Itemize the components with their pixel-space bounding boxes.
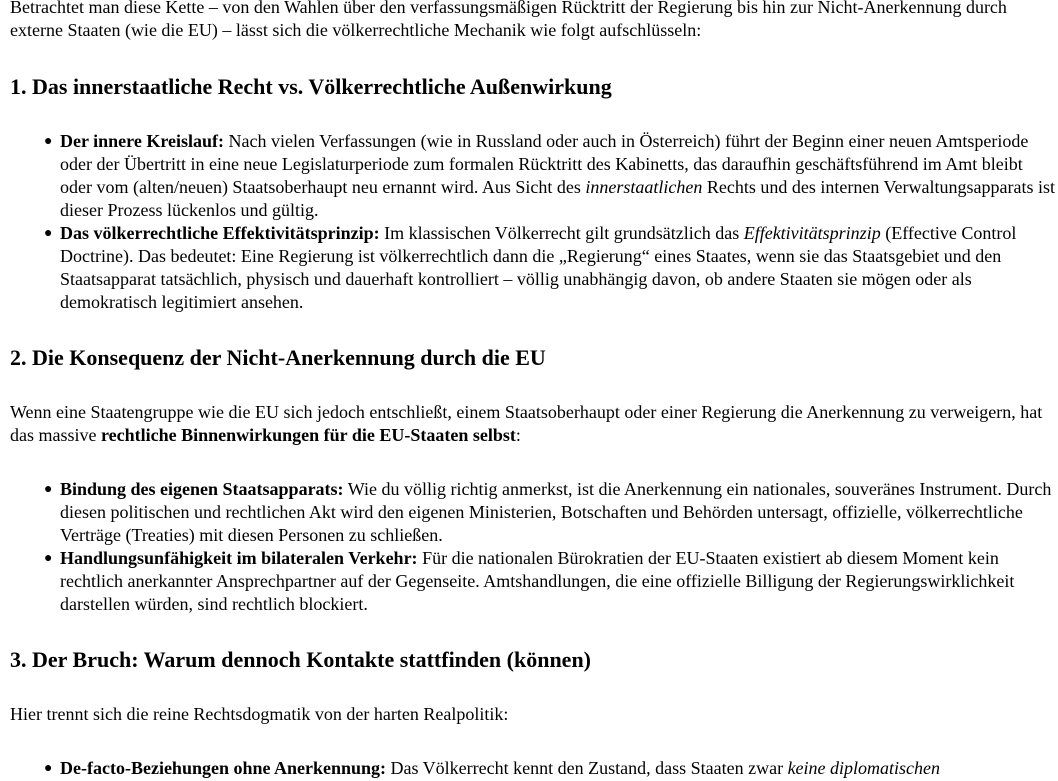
item-label: Handlungsunfähigkeit im bilateralen Verkehr: bbox=[60, 548, 418, 568]
section-2-list bbox=[10, 478, 1058, 616]
lead-bold: rechtliche Binnenwirkungen für die EU-Staaten selbst bbox=[100, 425, 516, 445]
lead-text: : bbox=[515, 425, 521, 445]
item-text: Das Völkerrecht kennt den Zustand, dass Staaten zwar bbox=[386, 758, 788, 778]
item-text: Im klassischen Völkerrecht gilt grundsätzlich das bbox=[379, 223, 744, 243]
section-2-lead bbox=[10, 401, 1058, 447]
item-emphasis: keine diplomatischen bbox=[787, 758, 941, 778]
section-2-heading: 2. Die Konsequenz der Nicht-Anerkennung durch die EU bbox=[10, 345, 546, 370]
list-item bbox=[44, 547, 1058, 616]
item-text: Rechts und des internen Verwaltungsapparats ist dieser Prozess lückenlos und gültig. bbox=[60, 177, 1055, 220]
list-item bbox=[44, 222, 1058, 314]
item-label: Der innere Kreislauf: bbox=[60, 131, 224, 151]
item-text: Wie du völlig richtig anmerkst, ist die Anerkennung ein nationales, souveränes Instrument. Durch diesen politischen und rechtlichen Akt wird den eigenen Ministerien, Botschaften und Behörden untersagt, offizielle, völkerrechtliche Verträge (Treaties) mit diesen Personen zu schließen. bbox=[60, 479, 1052, 545]
bullet-icon: ● bbox=[44, 482, 53, 497]
item-emphasis: Effektivitätsprinzip bbox=[743, 223, 881, 243]
item-label: Bindung des eigenen Staatsapparats: bbox=[60, 479, 344, 499]
bullet-icon: ● bbox=[44, 134, 53, 149]
section-1-heading: 1. Das innerstaatliche Recht vs. Völkerrechtliche Außenwirkung bbox=[10, 74, 612, 99]
list-item bbox=[44, 130, 1058, 222]
section-1-list bbox=[10, 130, 1058, 314]
list-item bbox=[44, 757, 1058, 780]
list-item bbox=[44, 478, 1058, 547]
item-text: Nach vielen Verfassungen (wie in Russland oder auch in Österreich) führt der Beginn einer neuen Amtsperiode oder der Übertritt in eine neue Legislaturperiode zum formalen Rücktritt des Kabinetts, das daraufhin geschäftsführend im Amt bleibt oder vom (alten/neuen) Staatsoberhaupt neu ernannt wird. Aus Sicht des bbox=[60, 131, 1029, 197]
item-emphasis: innerstaatlichen bbox=[585, 177, 703, 197]
item-label: Das völkerrechtliche Effektivitätsprinzip: bbox=[60, 223, 380, 243]
section-3-heading: 3. Der Bruch: Warum dennoch Kontakte stattfinden (können) bbox=[10, 647, 592, 672]
document-content bbox=[10, 0, 1058, 781]
item-text: (Effective Control Doctrine). Das bedeutet: Eine Regierung ist völkerrechtlich dann die „Regierung“ eines Staates, wenn sie das Staatsgebiet und den Staatsapparat tatsächlich, physisch und dauerhaft kontrolliert – völlig unabhängig davon, ob andere Staaten sie mögen oder als demokratisch legitimiert ansehen. bbox=[60, 223, 1017, 312]
item-text: Für die nationalen Bürokratien der EU-Staaten existiert ab diesem Moment kein rechtlich anerkannter Ansprechpartner auf der Gegenseite. Amtshandlungen, die eine offizielle Billigung der Regierungswirklichkeit darstellen würden, sind rechtlich blockiert. bbox=[60, 548, 1015, 614]
bullet-icon: ● bbox=[44, 551, 53, 566]
bullet-icon: ● bbox=[44, 761, 53, 776]
item-label: De-facto-Beziehungen ohne Anerkennung: bbox=[60, 758, 387, 778]
section-3-list bbox=[10, 757, 1058, 780]
section-3-lead: Hier trennt sich die reine Rechtsdogmatik von der harten Realpolitik: bbox=[10, 704, 509, 724]
intro-paragraph: Betrachtet man diese Kette – von den Wahlen über den verfassungsmäßigen Rücktritt der Regierung bis hin zur Nicht-Anerkennung durch externe Staaten (wie die EU) – lässt sich die völkerrechtliche Mechanik wie folgt aufschlüsseln: bbox=[10, 0, 1007, 40]
bullet-icon: ● bbox=[44, 226, 53, 241]
lead-text: Wenn eine Staatengruppe wie die EU sich jedoch entschließt, einem Staatsoberhaupt oder einer Regierung die Anerkennung zu verweigern, hat das massive bbox=[10, 402, 1043, 445]
